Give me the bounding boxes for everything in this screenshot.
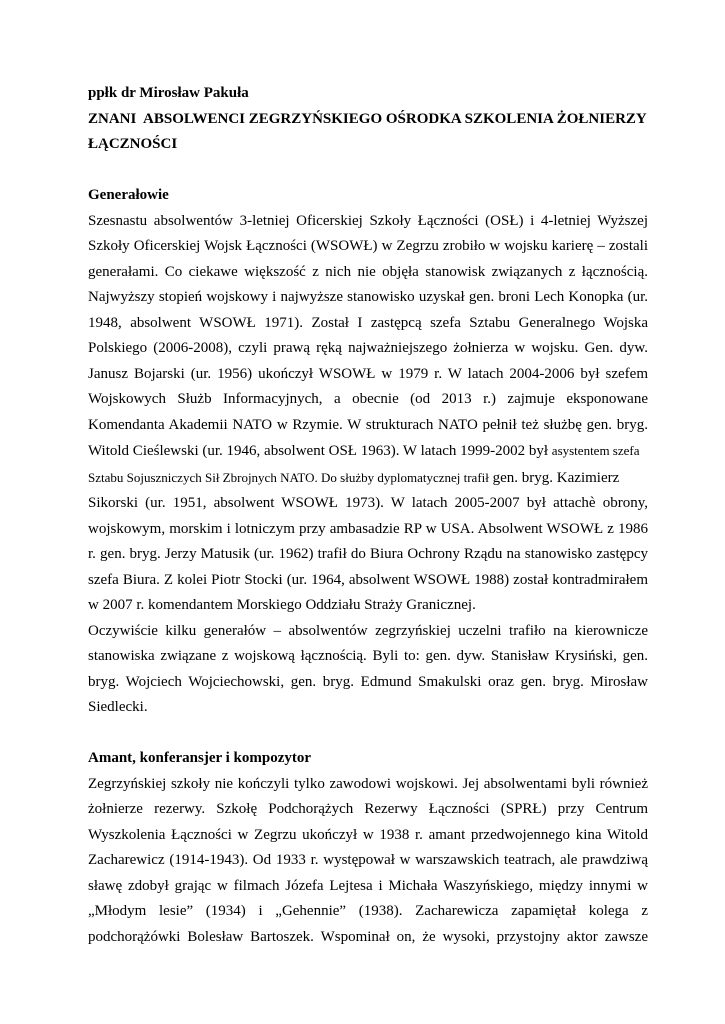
section-heading: Generałowie xyxy=(88,187,169,203)
text-line: żołnierze rezerwy. Szkołę Podchorążych Rezerwy Łączności (SPRŁ) przy Centrum xyxy=(88,801,648,817)
text-line: generałami. Co ciekawe większość z nich nie objęła stanowisk związanych z łącznością. xyxy=(88,263,648,280)
text-line: Wojskowych Służb Informacyjnych, a obecnie (od 2013 r.) zajmuje eksponowane xyxy=(88,391,648,407)
document-page xyxy=(88,81,648,950)
paragraph xyxy=(88,619,648,721)
text-line: sławę zdobył grając w filmach Józefa Lejtesa i Michała Waszyńskiego, między innymi w xyxy=(88,877,648,894)
text-line: szefa Biura. Z kolei Piotr Stocki (ur. 1964, absolwent WSOWŁ 1988) został kontradmirałem xyxy=(88,571,648,588)
text-line: Siedlecki. xyxy=(88,699,148,715)
text-run-small: asystentem szefa xyxy=(551,443,640,458)
text-line: Zacharewicz (1914-1943). Od 1933 r. występował w warszawskich teatrach, ale prawdziwą xyxy=(88,852,648,868)
section-generals xyxy=(88,183,648,721)
text-line: Polskiego (2006-2008), czyli prawą ręką najważniejszego żołnierza w wojsku. Gen. dyw. xyxy=(88,340,648,356)
text-run: Witold Cieślewski (ur. 1946, absolwent OSŁ 1963). W latach 1999-2002 był xyxy=(88,443,552,459)
section-amant xyxy=(88,746,648,950)
text-line: Sikorski (ur. 1951, absolwent WSOWŁ 1973). W latach 2005-2007 był attachè obrony, xyxy=(88,495,648,511)
text-line: „Młodym lesie” (1934) i „Gehennie” (1938). Zacharewicza zapamiętał kolega z xyxy=(88,903,648,919)
text-line: Szkoły Oficerskiej Wojsk Łączności (WSOWŁ) w Zegrzu zrobiło w wojsku karierę – zostali xyxy=(88,238,648,254)
text-line xyxy=(88,438,648,465)
text-line: 1948, absolwent WSOWŁ 1971). Został I zastępcą szefa Sztabu Generalnego Wojska xyxy=(88,314,648,331)
spacer xyxy=(88,158,648,184)
text-line: stanowiska związane z wojskową łącznością. Byli to: gen. dyw. Stanisław Krysiński, gen. xyxy=(88,648,648,664)
text-line: podchorążówki Bolesław Bartoszek. Wspominał on, że wysoki, przystojny aktor zawsze xyxy=(88,928,648,945)
text-run-small: Sztabu Sojuszniczych Sił Zbrojnych NATO. Do służby dyplomatycznej trafił xyxy=(88,469,489,485)
text-line: Wyszkolenia Łączności w Zegrzu ukończył w 1938 r. amant przedwojennego kina Witold xyxy=(88,826,648,843)
section-heading: Amant, konferansjer i kompozytor xyxy=(88,750,312,766)
text-line: Komendanta Akademii NATO w Rzymie. W strukturach NATO pełnił też służbę gen. bryg. xyxy=(88,416,648,433)
document-title-line-1: ZNANI ABSOLWENCI ZEGRZYŃSKIEGO OŚRODKA SZKOLENIA ŻOŁNIERZY xyxy=(88,110,647,127)
text-line: w 2007 r. komendantem Morskiego Oddziału Straży Granicznej. xyxy=(88,597,476,613)
text-line: Zegrzyńskiej szkoły nie kończyli tylko zawodowi wojskowi. Jej absolwentami byli również xyxy=(88,775,648,792)
text-line: wojskowym, morskim i lotniczym przy ambasadzie RP w USA. Absolwent WSOWŁ z 1986 xyxy=(88,520,648,537)
text-line: r. gen. bryg. Jerzy Matusik (ur. 1962) trafił do Biura Ochrony Rządu na stanowisko zastępcy xyxy=(88,546,648,562)
paragraph xyxy=(88,772,648,951)
text-run: gen. bryg. Kazimierz xyxy=(488,469,620,486)
text-line xyxy=(88,465,648,492)
text-line: bryg. Wojciech Wojciechowski, gen. bryg. Edmund Smakulski oraz gen. bryg. Mirosław xyxy=(88,673,648,690)
paragraph xyxy=(88,209,648,619)
spacer xyxy=(88,721,648,747)
author-line: ppłk dr Mirosław Pakuła xyxy=(88,85,249,101)
text-line: Najwyższy stopień wojskowy i najwyższe stanowisko uzyskał gen. broni Lech Konopka (ur. xyxy=(88,289,648,305)
text-line: Szesnastu absolwentów 3-letniej Oficerskiej Szkoły Łączności (OSŁ) i 4-letniej Wyższej xyxy=(88,212,648,229)
text-line: Janusz Bojarski (ur. 1956) ukończył WSOWŁ w 1979 r. W latach 2004-2006 był szefem xyxy=(88,365,648,382)
document-title-line-2: ŁĄCZNOŚCI xyxy=(88,136,178,152)
text-line: Oczywiście kilku generałów – absolwentów zegrzyńskiej uczelni trafiło na kierownicze xyxy=(88,622,648,639)
